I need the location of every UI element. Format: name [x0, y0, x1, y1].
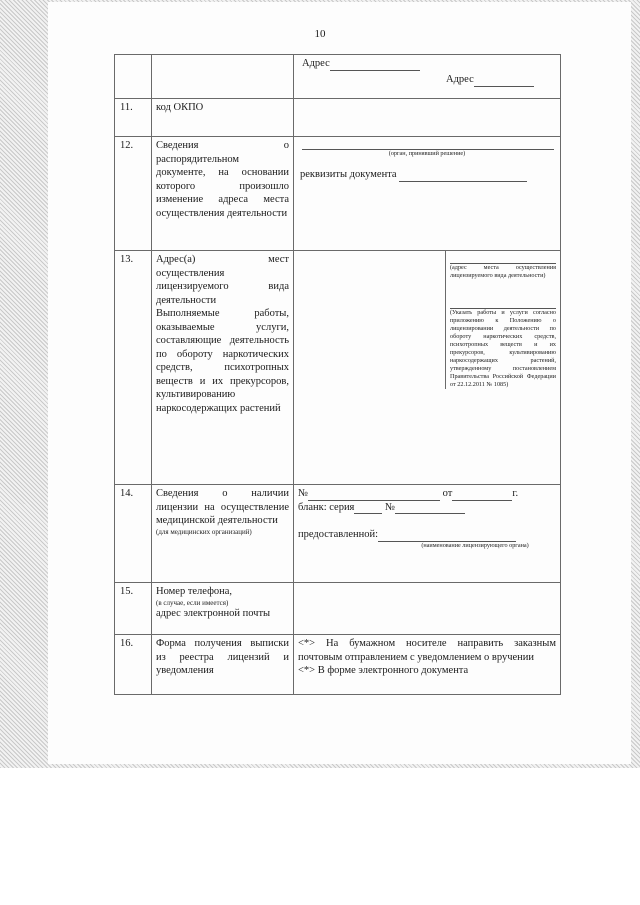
row-number: 11. [115, 99, 152, 137]
table-row [115, 635, 561, 695]
table-row [115, 583, 561, 635]
table-row [115, 55, 561, 99]
licensing-authority-caption: (наименование лицензирующего органа) [421, 541, 529, 549]
page-number: 10 [314, 28, 326, 40]
okpo-value [294, 99, 561, 137]
row-number: 13. [115, 251, 152, 485]
license-label-note: (для медицинских организаций) [156, 527, 252, 536]
option-paper: <*> На бумажном носителе направить заказным почтовым отправлением с уведомлением о вручении [298, 638, 556, 663]
license-provided-label: предоставленной: [298, 529, 379, 540]
authority-caption: (орган, принявший решение) [388, 150, 466, 157]
document-cell [294, 137, 561, 251]
activity-address-note: (адрес места осуществления лицензируемого вида деятельности) [450, 264, 556, 279]
address-cell [294, 55, 561, 99]
row-label-document: Сведения о распорядительном документе, на основании которого произошло изменение адреса места осуществления деятельности [152, 137, 294, 251]
option-electronic: <*> В форме электронного документа [298, 665, 469, 676]
address-label-right: Адрес [446, 74, 474, 85]
activity-cell [294, 251, 561, 485]
table-row [115, 137, 561, 251]
row-number: 14. [115, 485, 152, 583]
activity-works-note: (Указать работы и услуги согласно приложению к Положению о лицензировании деятельности по обороту наркотических средств, психотропных веществ и их прекурсоров, культивированию наркосодержащих растений, утвержденному постановлением Правительства Российской Федерации от 22.12.2011 № 1085) [450, 309, 556, 388]
application-form-table [114, 54, 561, 695]
phone-note: (в случае, если имеется) [156, 598, 229, 607]
row-label-okpo: код ОКПО [152, 99, 294, 137]
address-label-left: Адрес [302, 58, 330, 69]
document-details-label: реквизиты документа [300, 169, 397, 180]
table-row [115, 99, 561, 137]
contacts-cell [294, 583, 561, 635]
row-number: 16. [115, 635, 152, 695]
row-number: 12. [115, 137, 152, 251]
license-cell: № от г. бланк: серия № предоставленной: (наименование лицензирующего органа) [294, 485, 561, 583]
row-label-license: Сведения о наличии лицензии на осуществление медицинской деятельности (для медицинских организаций) [152, 485, 294, 583]
activity-address-label: Адрес(а) мест осуществления лицензируемого вида деятельности [156, 254, 289, 306]
table-row [115, 485, 561, 583]
row-label-receipt-form: Форма получения выписки из реестра лицензий и уведомления [152, 635, 294, 695]
row-number: 15. [115, 583, 152, 635]
receipt-form-cell [294, 635, 561, 695]
row-label-contacts: Номер телефона, (в случае, если имеется) адрес электронной почты [152, 583, 294, 635]
row-label-activity [152, 251, 294, 485]
activity-works-label: Выполняемые работы, оказываемые услуги, составляющие деятельность по обороту наркотических средств, психотропных веществ и их прекурсоров, культивированию наркосодержащих растений [156, 308, 289, 414]
table-row [115, 251, 561, 485]
